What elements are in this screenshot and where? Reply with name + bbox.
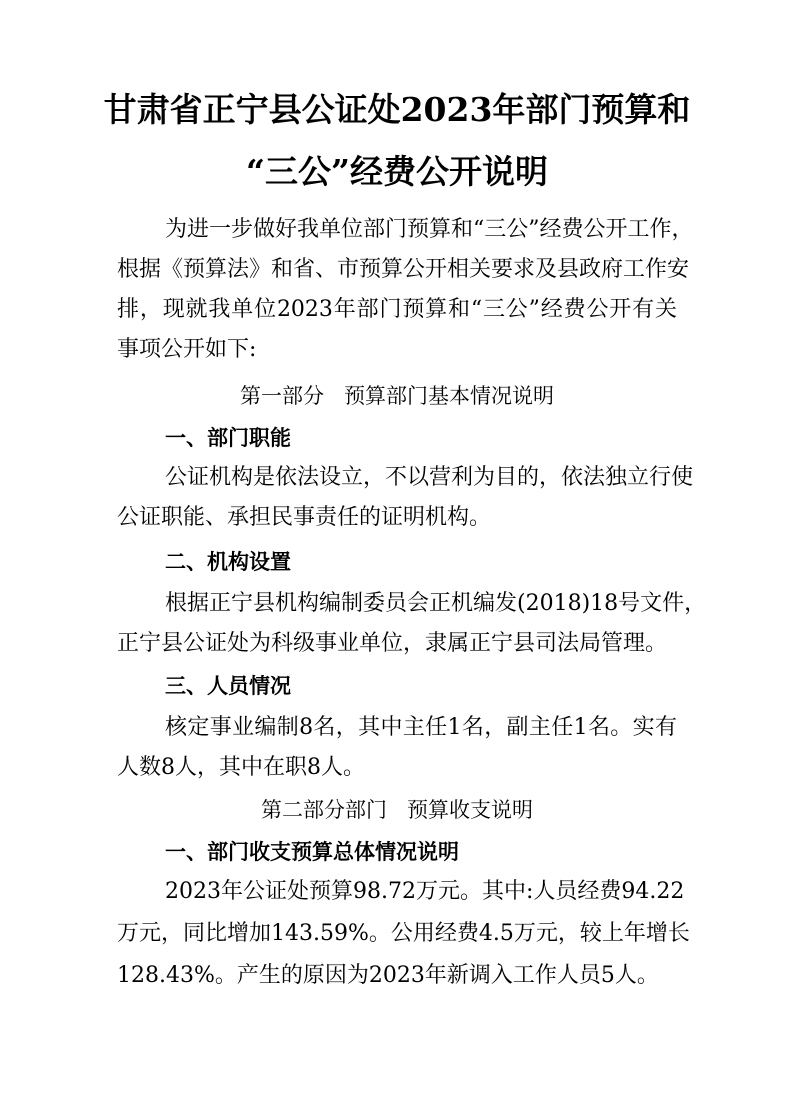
intro-line-4: 事项公开如下: [117,337,257,362]
staffing-line-2: 人数8人，其中在职8人。 [117,755,365,780]
intro-line-2: 根据《预算法》和省、市预算公开相关要求及县政府工作安 [117,257,690,282]
staffing-line-1: 核定事业编制8名，其中主任1名，副主任1名。实有 [165,715,677,740]
section-heading-staffing: 三、人员情况 [165,674,291,698]
duties-line-1: 公证机构是依法设立，不以营利为目的，依法独立行使 [165,465,694,490]
organization-line-1: 根据正宁县机构编制委员会正机编发(2018)18号文件， [165,591,707,616]
section-heading-duties: 一、部门职能 [165,426,291,450]
budget-line-2: 万元，同比增加143.59%。公用经费4.5万元，较上年增长 [117,921,690,946]
document-title-line-2: “三公”经费公开说明 [246,152,548,191]
part-2-heading: 第二部分部门 预算收支说明 [260,798,534,822]
organization-line-2: 正宁县公证处为科级事业单位，隶属正宁县司法局管理。 [117,631,668,656]
intro-line-3: 排，现就我单位2023年部门预算和“三公”经费公开有关 [117,297,677,322]
section-heading-organization: 二、机构设置 [165,550,291,574]
budget-line-1: 2023年公证处预算98.72万元。其中:人员经费94.22 [165,879,685,904]
intro-line-1: 为进一步做好我单位部门预算和“三公”经费公开工作， [165,217,694,242]
section-heading-budget-overview: 一、部门收支预算总体情况说明 [165,840,459,864]
budget-line-3: 128.43%。产生的原因为2023年新调入工作人员5人。 [117,963,659,988]
duties-line-2: 公证职能、承担民事责任的证明机构。 [117,505,492,530]
part-1-heading: 第一部分 预算部门基本情况说明 [239,384,555,408]
document-title-line-1: 甘肃省正宁县公证处2023年部门预算和 [103,90,691,129]
